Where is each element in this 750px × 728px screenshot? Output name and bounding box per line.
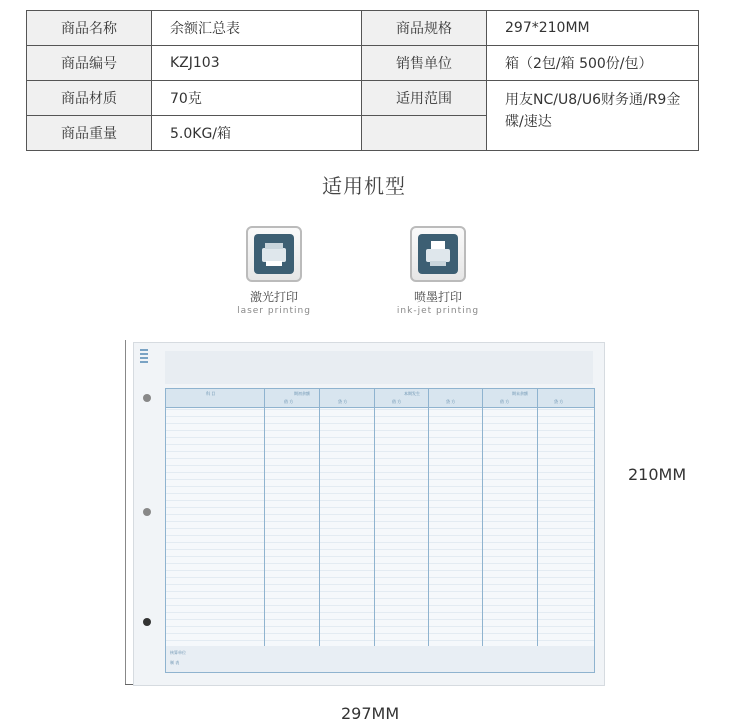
column-divider <box>537 389 538 647</box>
header-label: 科 目 <box>206 391 216 396</box>
laser-printer-icon <box>246 226 302 282</box>
subheader-label: 贷 方 <box>554 399 564 404</box>
column-divider <box>374 389 375 647</box>
binding-hole <box>143 394 151 402</box>
printer-label-en: laser printing <box>237 306 311 316</box>
subheader-label: 贷 方 <box>446 399 456 404</box>
dimension-line-vertical <box>125 340 126 685</box>
column-divider <box>482 389 483 647</box>
header-label: 本期发生 <box>404 391 420 396</box>
spec-value: 余额汇总表 <box>152 11 362 46</box>
footer-label: 核算单位 <box>170 650 186 655</box>
spec-key: 商品编号 <box>27 46 152 81</box>
spec-value: 箱（2包/箱 500份/包） <box>487 46 699 81</box>
spec-key: 商品名称 <box>27 11 152 46</box>
ledger-footer <box>165 646 595 673</box>
printer-label-en: ink-jet printing <box>396 306 480 316</box>
spec-key: 商品重量 <box>27 116 152 151</box>
subheader-label: 借 方 <box>500 399 510 404</box>
barcode-mark <box>140 349 148 363</box>
spec-key: 销售单位 <box>362 46 487 81</box>
spec-key-empty <box>362 116 487 151</box>
spec-value: 用友NC/U8/U6财务通/R9金碟/速达 <box>487 81 699 151</box>
width-dimension: 297MM <box>341 704 400 723</box>
subheader-label: 贷 方 <box>338 399 348 404</box>
printer-label: 喷墨打印 <box>413 290 462 304</box>
inkjet-printer-badge <box>378 226 498 316</box>
spec-value: 70克 <box>152 81 362 116</box>
height-dimension: 210MM <box>628 465 687 484</box>
laser-printer-badge <box>214 226 334 316</box>
sheet-top-band <box>165 351 593 384</box>
spec-key: 商品规格 <box>362 11 487 46</box>
column-divider <box>319 389 320 647</box>
ledger-header <box>166 389 594 408</box>
spec-key: 商品材质 <box>27 81 152 116</box>
spec-value: 297*210MM <box>487 11 699 46</box>
subheader-label: 借 方 <box>392 399 402 404</box>
form-sheet-preview <box>133 342 605 686</box>
binding-hole <box>143 508 151 516</box>
subheader-label: 借 方 <box>284 399 294 404</box>
spec-table <box>26 10 699 151</box>
spec-row <box>27 11 699 46</box>
spec-key: 适用范围 <box>362 81 487 116</box>
spec-row <box>27 81 699 116</box>
printer-label: 激光打印 <box>249 290 298 304</box>
inkjet-printer-icon <box>410 226 466 282</box>
spec-row <box>27 46 699 81</box>
header-label: 期末余额 <box>512 391 528 396</box>
binding-hole <box>143 618 151 626</box>
column-divider <box>264 389 265 647</box>
spec-value: KZJ103 <box>152 46 362 81</box>
spec-value: 5.0KG/箱 <box>152 116 362 151</box>
footer-label: 制 表 <box>170 660 180 665</box>
section-title: 适用机型 <box>322 174 406 198</box>
column-divider <box>428 389 429 647</box>
ledger-grid <box>165 388 595 648</box>
header-label: 期初余额 <box>294 391 310 396</box>
